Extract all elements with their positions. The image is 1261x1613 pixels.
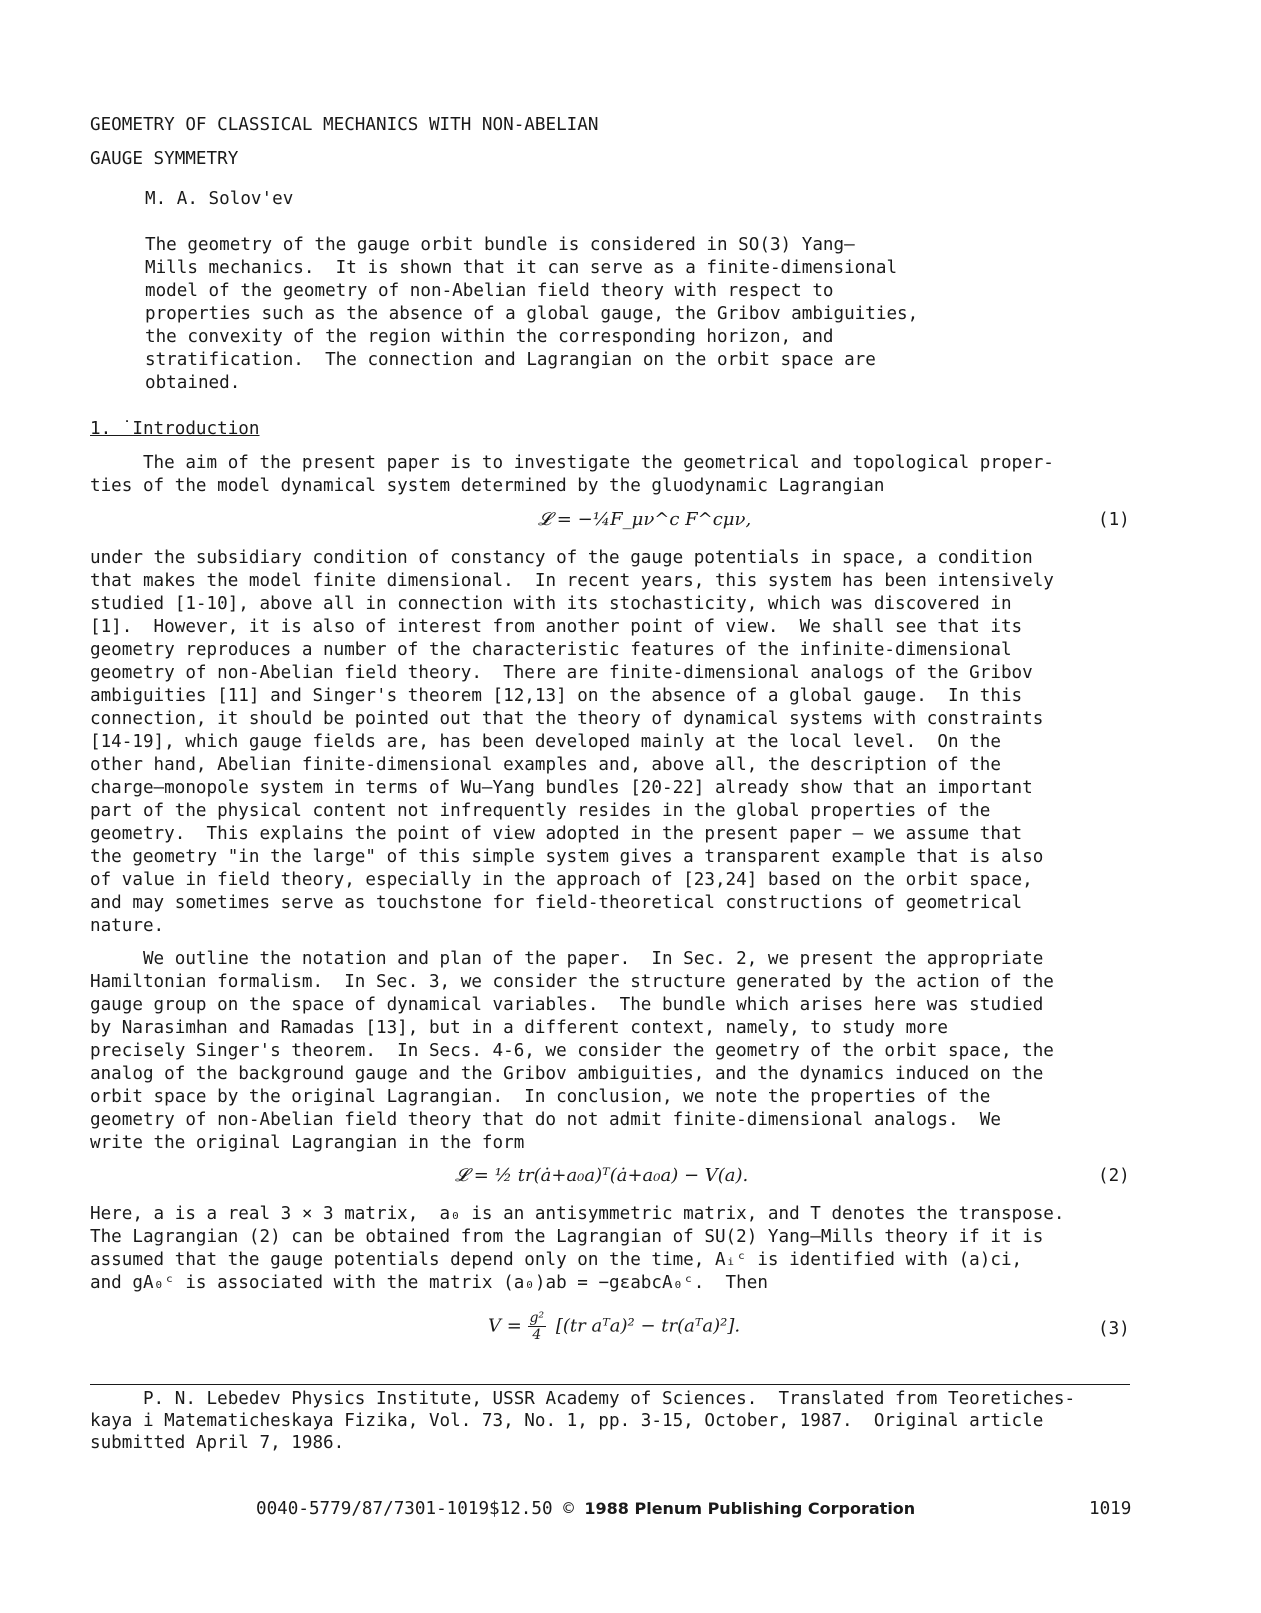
equation-2: 𝓛 = ½ tr(ȧ+a₀a)ᵀ(ȧ+a₀a) − V(a). <box>455 1165 749 1186</box>
equation-3 <box>488 1310 740 1343</box>
equation-3-fraction <box>528 1310 547 1343</box>
paragraph-1: The aim of the present paper is to investigate the geometrical and topological proper- ties of the model dynamical system determined by the gluodynamic Lagrangian <box>90 453 1054 496</box>
footnote: P. N. Lebedev Physics Institute, USSR Academy of Sciences. Translated from Teoretiches- kaya i Matematicheskaya Fizika, Vol. 73, No. 1, pp. 3-15, October, 1987. Original article submitted April 7, 1986. <box>90 1389 1076 1453</box>
page-number: 1019 <box>1089 1499 1132 1519</box>
section-heading-introduction: 1. ˙Introduction <box>90 419 260 439</box>
title-line-2: GAUGE SYMMETRY <box>90 149 239 169</box>
copyright-text: 1988 Plenum Publishing Corporation <box>584 1499 916 1518</box>
equation-1: 𝓛 = −¼F_μν^c F^cμν, <box>538 509 752 530</box>
publication-code: 0040-5779/87/7301-1019$12.50 <box>256 1499 553 1519</box>
paragraph-4: Here, a is a real 3 × 3 matrix, a₀ is an antisymmetric matrix, and T denotes the transpose. The Lagrangian (2) can be obtained from the Lagrangian of SU(2) Yang—Mills theory if it is assumed that the gauge potentials depend only on the time, Aᵢᶜ is identified with (a)ci, and gA₀ᶜ is associated with the matrix (a₀)ab = −gεabcA₀ᶜ. Then <box>90 1204 1065 1293</box>
paragraph-2: under the subsidiary condition of constancy of the gauge potentials in space, a condition that makes the model finite dimensional. In recent years, this system has been intensively studied [1-10], above all in connection with its stochasticity, which was discovered in [1]. However, it is also of interest from another point of view. We shall see that its geometry reproduces a number of the characteristic features of the infinite-dimensional geometry of non-Abelian field theory. There are finite-dimensional analogs of the Gribov ambiguities [11] and Singer's theorem [12,13] on the absence of a global gauge. In this connection, it should be pointed out that the theory of dynamical systems with constraints [14-19], which gauge fields are, has been developed mainly at the local level. On the other hand, Abelian finite-dimensional examples and, above all, the description of the charge—monopole system in terms of Wu—Yang bundles [20-22] already show that an important part of the physical content not infrequently resides in the global properties of the geometry. This explains the point of view adopted in the present paper — we assume that the geometry "in the large" of this simple system gives a transparent example that is also of value in field theory, especially in the approach of [23,24] based on the orbit space, and may sometimes serve as touchstone for field-theoretical constructions of geometrical nature. <box>90 548 1054 936</box>
equation-3-number: (3) <box>1098 1319 1130 1339</box>
footnote-divider <box>90 1384 1130 1385</box>
paragraph-3: We outline the notation and plan of the paper. In Sec. 2, we present the appropriate Hamiltonian formalism. In Sec. 3, we consider the structure generated by the action of the gauge group on the space of dynamical variables. The bundle which arises here was studied by Narasimhan and Ramadas [13], but in a different context, namely, to study more precisely Singer's theorem. In Secs. 4-6, we consider the geometry of the orbit space, the analog of the background gauge and the Gribov ambiguities, and the dynamics induced on the orbit space by the original Lagrangian. In conclusion, we note the properties of the geometry of non-Abelian field theory that do not admit finite-dimensional analogs. We write the original Lagrangian in the form <box>90 949 1054 1153</box>
equation-3-denominator: 4 <box>532 1327 542 1343</box>
copyright-icon: © <box>563 1499 574 1519</box>
paper-title <box>90 108 598 176</box>
equation-1-number: (1) <box>1098 510 1130 530</box>
equation-3-lhs: V = <box>488 1315 522 1337</box>
title-line-1: GEOMETRY OF CLASSICAL MECHANICS WITH NON-ABELIAN <box>90 115 599 135</box>
author-name: M. A. Solov'ev <box>145 189 294 209</box>
equation-2-number: (2) <box>1098 1166 1130 1186</box>
publication-line <box>256 1497 915 1521</box>
equation-3-numerator: g² <box>529 1310 545 1326</box>
abstract: The geometry of the gauge orbit bundle is considered in SO(3) Yang– Mills mechanics. It is shown that it can serve as a finite-dimensional model of the geometry of non-Abelian field theory with respect to properties such as the absence of a global gauge, the Gribov ambiguities, the convexity of the region within the corresponding horizon, and stratification. The connection and Lagrangian on the orbit space are obtained. <box>145 235 919 393</box>
equation-3-rhs: [(tr aᵀa)² − tr(aᵀa)²]. <box>555 1315 741 1337</box>
